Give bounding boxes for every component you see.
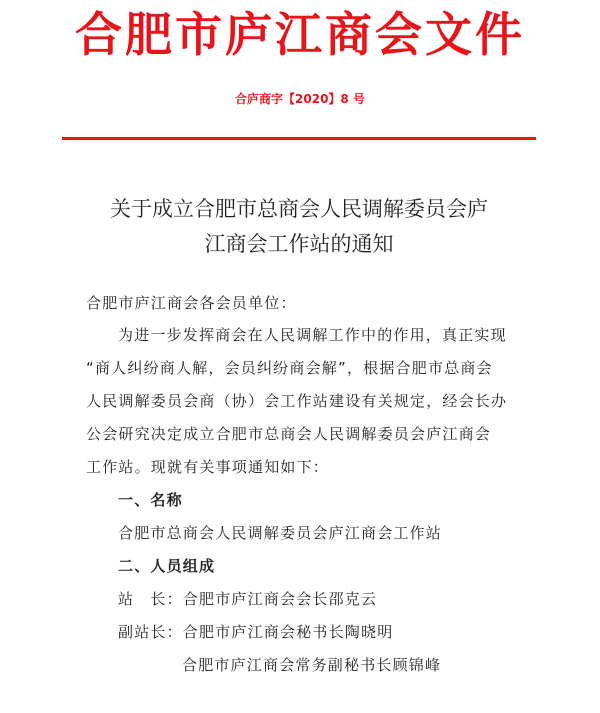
document-header-title: 合肥市庐江商会文件 xyxy=(75,8,525,63)
notice-title-line-2: 江商会工作站的通知 xyxy=(204,232,394,256)
member-line: 站 长：合肥市庐江商会会长邵克云 xyxy=(118,590,378,608)
paragraph-line: 公会研究决定成立合肥市总商会人民调解委员会庐江商会 xyxy=(86,425,492,443)
notice-title-line-1: 关于成立合肥市总商会人民调解委员会庐 xyxy=(110,197,488,221)
paragraph-line: 为进一步发挥商会在人民调解工作中的作用，真正实现 xyxy=(118,326,507,344)
salutation: 合肥市庐江商会各会员单位： xyxy=(86,294,297,312)
header-divider xyxy=(62,137,536,140)
paragraph-line: “商人纠纷商人解，会员纠纷商会解”，根据合肥市总商会 xyxy=(86,359,493,377)
document-number: 合庐商字【2020】8 号 xyxy=(235,92,365,106)
member-line: 副站长：合肥市庐江商会秘书长陶晓明 xyxy=(118,623,394,641)
paragraph-line: 工作站。现就有关事项通知如下： xyxy=(86,458,330,476)
paragraph-line: 人民调解委员会商（协）会工作站建设有关规定，经会长办 xyxy=(86,392,508,410)
section-heading-members: 二、人员组成 xyxy=(118,557,216,575)
section-name-text: 合肥市总商会人民调解委员会庐江商会工作站 xyxy=(118,524,443,542)
section-heading-name: 一、名称 xyxy=(118,491,183,509)
member-line: 合肥市庐江商会常务副秘书长顾锦峰 xyxy=(182,656,442,674)
